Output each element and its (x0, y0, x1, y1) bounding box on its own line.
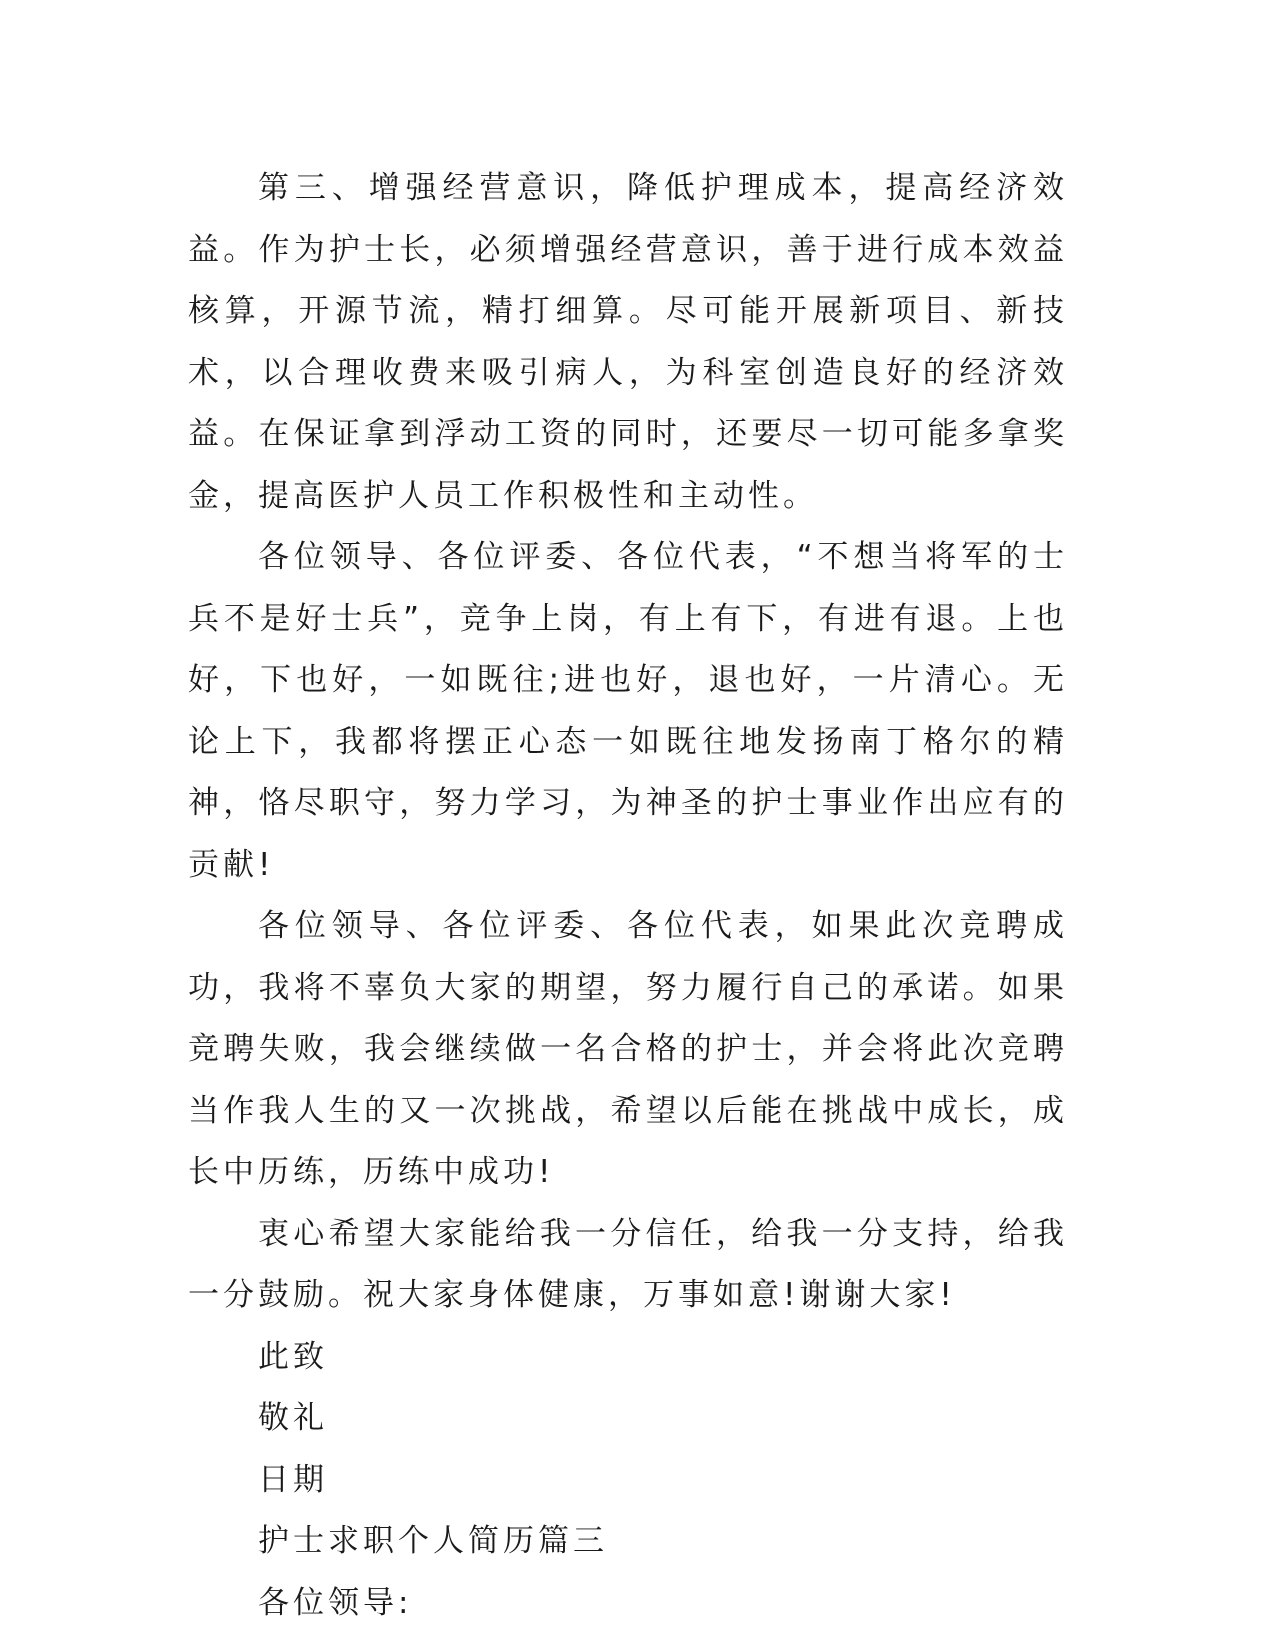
closing-date: 日期 (258, 1461, 328, 1498)
closing-regards: 敬礼 (258, 1400, 328, 1436)
paragraph-commitment: 各位领导、各位评委、各位代表，如果此次竞聘成功，我将不辜负大家的期望，努力履行自己的承诺。如果竞聘失败，我会继续做一名合格的护士，并会将此次竞聘当作我人生的又一次挑战，希望以后能在挑战中成长，成长中历练，历练中成功! (188, 908, 1068, 1190)
section-title: 护士求职个人简历篇三 (258, 1523, 608, 1559)
paragraph-thanks: 衷心希望大家能给我一分信任，给我一分支持，给我一分鼓励。祝大家身体健康，万事如意!谢谢大家! (188, 1215, 1068, 1313)
paragraph-soldier: 各位领导、各位评委、各位代表，“不想当将军的士兵不是好士兵”，竞争上岗，有上有下，有进有退。上也好，下也好，一如既往;进也好，退也好，一片清心。无论上下，我都将摆正心态一如既往地发扬南丁格尔的精神，恪尽职守，努力学习，为神圣的护士事业作出应有的贡献! (188, 539, 1068, 883)
paragraph-economy: 第三、增强经营意识，降低护理成本，提高经济效益。作为护士长，必须增强经营意识，善于进行成本效益核算，开源节流，精打细算。尽可能开展新项目、新技术，以合理收费来吸引病人，为科室创造良好的经济效益。在保证拿到浮动工资的同时，还要尽一切可能多拿奖金，提高医护人员工作积极性和主动性。 (188, 170, 1068, 514)
greeting: 各位领导: (258, 1584, 413, 1621)
closing-salutation: 此致 (258, 1338, 328, 1375)
document-body (188, 158, 1068, 1634)
